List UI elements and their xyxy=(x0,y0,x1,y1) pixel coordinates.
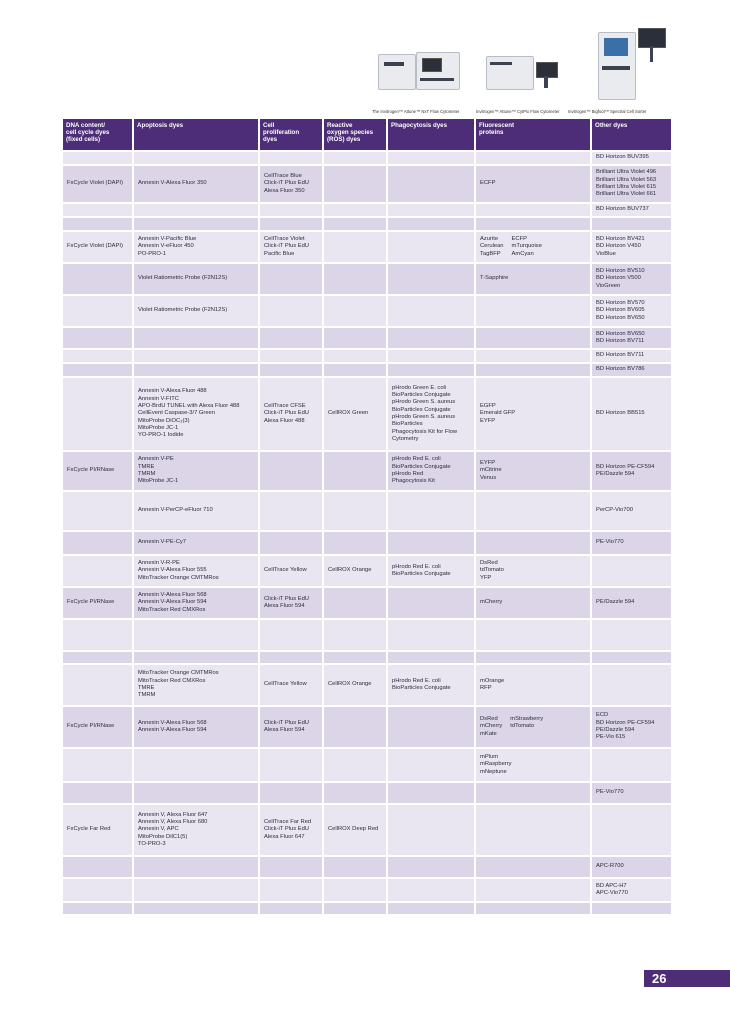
apoptosis-dye-cell xyxy=(134,783,258,803)
phagocytosis-dye-cell xyxy=(388,264,474,294)
fluorescent-protein-list: mOrange RFP xyxy=(480,677,505,691)
proliferation-dye-cell xyxy=(260,492,322,530)
table-row xyxy=(63,652,671,663)
proliferation-dye-cell: CellTrace Violet Click-iT Plus EdU Pacific Blue xyxy=(260,232,322,262)
ros-dye-cell xyxy=(324,588,386,618)
ros-dye-cell xyxy=(324,264,386,294)
table-row xyxy=(63,783,671,803)
fluorescent-protein-cell xyxy=(476,152,590,164)
attune-cytpix-caption: Invitrogen™ Attune™ CytPix Flow Cytometer xyxy=(476,109,560,114)
table-row xyxy=(63,805,671,855)
fluorescent-protein-cell xyxy=(476,588,590,618)
fluorescent-protein-cell xyxy=(476,452,590,490)
dna-content-header: DNA content/ cell cycle dyes (fixed cells) xyxy=(63,119,132,150)
ros-dye-cell: CellROX Deep Red xyxy=(324,805,386,855)
fluorescent-protein-cell xyxy=(476,620,590,650)
attune-cytpix-image xyxy=(480,34,562,106)
proliferation-dye-cell xyxy=(260,152,322,164)
phagocytosis-dye-cell xyxy=(388,218,474,230)
attune-nxt-image xyxy=(372,34,464,106)
fluorescent-protein-cell xyxy=(476,264,590,294)
proliferation-dye-cell: CellTrace CFSE Click-iT Plus EdU Alexa Fluor 488 xyxy=(260,378,322,450)
fluorescent-protein-list: mStrawberry tdTomato xyxy=(510,716,544,730)
other-dye-cell: BD Horizon BV570 BD Horizon BV605 BD Horizon BV650 xyxy=(592,296,671,326)
proliferation-dye-cell xyxy=(260,879,322,901)
other-dye-cell: BD Horizon BB515 xyxy=(592,378,671,450)
other-dye-cell: BD Horizon BUV395 xyxy=(592,152,671,164)
proliferation-dye-cell xyxy=(260,452,322,490)
other-dye-cell: ECD BD Horizon PE-CF594 PE/Dazzle 594 PE-Vio 615 xyxy=(592,707,671,747)
phagocytosis-dye-cell xyxy=(388,620,474,650)
dna-dye-cell xyxy=(63,532,132,554)
other-dye-cell: BD APC-H7 APC-Vio770 xyxy=(592,879,671,901)
proliferation-dye-cell xyxy=(260,218,322,230)
proliferation-dye-cell xyxy=(260,783,322,803)
phagocytosis-dye-cell: pHrodo Green E. coli BioParticles Conjugate pHrodo Green S. aureus BioParticles Conjugate pHrodo Green S. aureus BioParticles Phagocytosis Kit for Flow Cytometry xyxy=(388,378,474,450)
fluorescent-protein-cell xyxy=(476,749,590,781)
dna-dye-cell xyxy=(63,328,132,348)
dna-dye-cell xyxy=(63,620,132,650)
table-row xyxy=(63,707,671,747)
table-row xyxy=(63,378,671,450)
dna-dye-cell: FxCycle PI/RNase xyxy=(63,707,132,747)
fluorescent-protein-cell xyxy=(476,532,590,554)
table-row xyxy=(63,588,671,618)
ros-dye-cell xyxy=(324,783,386,803)
fluorescent-protein-list: EYFP mCitrine Venus xyxy=(480,460,502,481)
ros-dye-cell xyxy=(324,532,386,554)
fluorescent-protein-cell xyxy=(476,364,590,376)
ros-dye-cell xyxy=(324,152,386,164)
other-dye-cell xyxy=(592,556,671,586)
proliferation-dye-cell: CellTrace Blue Click-iT Plus EdU Alexa Fluor 350 xyxy=(260,166,322,202)
dna-dye-cell xyxy=(63,665,132,705)
ros-dye-cell xyxy=(324,749,386,781)
other-dye-cell xyxy=(592,903,671,914)
ros-dye-cell xyxy=(324,652,386,663)
proliferation-dye-cell xyxy=(260,204,322,216)
ros-dye-cell xyxy=(324,364,386,376)
fluorescent-protein-list: DsRed tdTomato YFP xyxy=(480,560,504,581)
apoptosis-dye-cell: Annexin V-Alexa Fluor 488 Annexin V-FITC APO-BrdU TUNEL with Alexa Fluor 488 CellEvent Caspase-3/7 Green MitoProbe DiOC₂(3) MitoProbe JC-1 YO-PRO-1 Iodide xyxy=(134,378,258,450)
fluorescent-protein-cell xyxy=(476,707,590,747)
apoptosis-dye-cell: Annexin V-Alexa Fluor 568 Annexin V-Alexa Fluor 594 xyxy=(134,707,258,747)
phagocytosis-dye-cell xyxy=(388,296,474,326)
table-row xyxy=(63,264,671,294)
apoptosis-dye-cell xyxy=(134,749,258,781)
table-header-row xyxy=(63,119,671,150)
apoptosis-dye-cell: Annexin V-PE-Cy7 xyxy=(134,532,258,554)
dna-dye-cell xyxy=(63,218,132,230)
phagocytosis-dye-cell xyxy=(388,152,474,164)
phagocytosis-dye-cell xyxy=(388,805,474,855)
table-row xyxy=(63,532,671,554)
phagocytosis-dye-cell xyxy=(388,652,474,663)
fluorescent-protein-cell xyxy=(476,805,590,855)
fluorescent-protein-cell xyxy=(476,903,590,914)
ros-dye-cell: CellROX Green xyxy=(324,378,386,450)
ros-dye-cell xyxy=(324,620,386,650)
apoptosis-dye-cell: Violet Ratiometric Probe (F2N12S) xyxy=(134,264,258,294)
other-dye-cell: BD Horizon PE-CF594 PE/Dazzle 594 xyxy=(592,452,671,490)
phagocytosis-dye-cell xyxy=(388,783,474,803)
phagocytosis-dye-cell xyxy=(388,749,474,781)
fluorescent-protein-cell xyxy=(476,350,590,362)
phagocytosis-dye-cell xyxy=(388,204,474,216)
proliferation-dye-cell xyxy=(260,749,322,781)
table-row xyxy=(63,857,671,877)
apoptosis-dye-cell: Annexin V-Pacific Blue Annexin V-eFluor 450 PO-PRO-1 xyxy=(134,232,258,262)
dna-dye-cell xyxy=(63,879,132,901)
other-dye-cell xyxy=(592,652,671,663)
apoptosis-dye-cell xyxy=(134,204,258,216)
fluorescent-protein-cell xyxy=(476,218,590,230)
dna-dye-cell xyxy=(63,204,132,216)
proliferation-dye-cell xyxy=(260,364,322,376)
fluorescent-protein-cell xyxy=(476,204,590,216)
fluorescent-protein-list: EGFP Emerald GFP EYFP xyxy=(480,403,516,424)
phagocytosis-dye-cell xyxy=(388,857,474,877)
fluorescent-protein-cell xyxy=(476,857,590,877)
ros-dye-cell xyxy=(324,350,386,362)
ros-dye-cell xyxy=(324,452,386,490)
other-dye-cell: BD Horizon BUV737 xyxy=(592,204,671,216)
fluorescent-protein-cell xyxy=(476,378,590,450)
apoptosis-dye-cell: Annexin V, Alexa Fluor 647 Annexin V, Alexa Fluor 680 Annexin V, APC MitoProbe DilC1(5) TO-PRO-3 xyxy=(134,805,258,855)
other-dye-cell xyxy=(592,805,671,855)
ros-dye-cell xyxy=(324,204,386,216)
proliferation-dye-cell xyxy=(260,857,322,877)
apoptosis-dye-cell xyxy=(134,350,258,362)
page-number: 26 xyxy=(644,970,730,987)
apoptosis-dye-cell xyxy=(134,364,258,376)
apoptosis-dye-cell xyxy=(134,328,258,348)
dna-dye-cell: FxCycle Far Red xyxy=(63,805,132,855)
fluorescent-protein-list: mCherry xyxy=(480,599,503,606)
ros-dye-cell xyxy=(324,296,386,326)
phagocytosis-header: Phagocytosis dyes xyxy=(388,119,474,150)
ros-dye-cell xyxy=(324,232,386,262)
fluorescent-protein-cell xyxy=(476,665,590,705)
other-dye-cell: BD Horizon BV711 xyxy=(592,350,671,362)
phagocytosis-dye-cell: pHrodo Red E. coli BioParticles Conjugate pHrodo Red Phagocytosis Kit xyxy=(388,452,474,490)
apoptosis-dye-cell xyxy=(134,152,258,164)
proliferation-dye-cell: CellTrace Far Red Click-iT Plus EdU Alexa Fluor 647 xyxy=(260,805,322,855)
bigfoot-image xyxy=(588,26,670,106)
bigfoot-caption: Invitrogen™ Bigfoot™ Spectral Cell Sorter xyxy=(568,109,647,114)
fluorescent-protein-cell xyxy=(476,166,590,202)
phagocytosis-dye-cell: pHrodo Red E. coli BioParticles Conjugate xyxy=(388,556,474,586)
table-row xyxy=(63,879,671,901)
phagocytosis-dye-cell xyxy=(388,492,474,530)
table-row xyxy=(63,296,671,326)
proliferation-dye-cell xyxy=(260,903,322,914)
apoptosis-dye-cell xyxy=(134,903,258,914)
dna-dye-cell: FxCycle PI/RNase xyxy=(63,588,132,618)
proliferation-dye-cell: CellTrace Yellow xyxy=(260,665,322,705)
table-row xyxy=(63,364,671,376)
fluorescent-protein-cell xyxy=(476,328,590,348)
apoptosis-dye-cell: Annexin V-PerCP-eFluor 710 xyxy=(134,492,258,530)
ros-dye-cell xyxy=(324,218,386,230)
table-row xyxy=(63,749,671,781)
apoptosis-dye-cell: MitoTracker Orange CMTMRos MitoTracker Red CMXRos TMRE TMRM xyxy=(134,665,258,705)
apoptosis-dye-cell xyxy=(134,218,258,230)
dye-selection-table xyxy=(61,117,673,916)
table-body xyxy=(63,152,671,914)
instrument-images xyxy=(372,34,672,114)
ros-dye-cell: CellROX Orange xyxy=(324,665,386,705)
proliferation-dye-cell xyxy=(260,328,322,348)
ros-dye-cell xyxy=(324,903,386,914)
table-row xyxy=(63,665,671,705)
ros-dye-cell xyxy=(324,707,386,747)
proliferation-dye-cell xyxy=(260,264,322,294)
phagocytosis-dye-cell xyxy=(388,328,474,348)
dna-dye-cell xyxy=(63,378,132,450)
fluorescent-protein-cell xyxy=(476,232,590,262)
proliferation-dye-cell xyxy=(260,350,322,362)
apoptosis-dye-cell xyxy=(134,879,258,901)
phagocytosis-dye-cell xyxy=(388,350,474,362)
ros-dye-cell xyxy=(324,328,386,348)
dna-dye-cell xyxy=(63,296,132,326)
fluorescent-protein-cell xyxy=(476,296,590,326)
table-row xyxy=(63,556,671,586)
dna-dye-cell xyxy=(63,152,132,164)
fluorescent-protein-list: DsRed mCherry mKate xyxy=(480,716,503,737)
table-row xyxy=(63,350,671,362)
other-dye-cell: BD Horizon BV421 BD Horizon V450 VioBlue xyxy=(592,232,671,262)
dna-dye-cell xyxy=(63,364,132,376)
ros-dye-cell xyxy=(324,857,386,877)
dna-dye-cell xyxy=(63,652,132,663)
other-dye-cell: APC-R700 xyxy=(592,857,671,877)
phagocytosis-dye-cell xyxy=(388,903,474,914)
proliferation-dye-cell: Click-iT Plus EdU Alexa Fluor 594 xyxy=(260,707,322,747)
cell-proliferation-header: Cell proliferation dyes xyxy=(260,119,322,150)
proliferation-dye-cell xyxy=(260,652,322,663)
apoptosis-dye-cell: Annexin V-Alexa Fluor 568 Annexin V-Alexa Fluor 594 MitoTracker Red CMXRos xyxy=(134,588,258,618)
other-dye-cell: Brilliant Ultra Violet 496 Brilliant Ultra Violet 563 Brilliant Ultra Violet 615 Brilliant Ultra Violet 661 xyxy=(592,166,671,202)
apoptosis-dye-cell xyxy=(134,857,258,877)
phagocytosis-dye-cell xyxy=(388,166,474,202)
fluorescent-protein-list: ECFP mTurquoise AmCyan xyxy=(511,236,542,257)
phagocytosis-dye-cell xyxy=(388,879,474,901)
dna-dye-cell: FxCycle PI/RNase xyxy=(63,452,132,490)
table-row xyxy=(63,328,671,348)
apoptosis-dye-cell: Annexin V-Alexa Fluor 350 xyxy=(134,166,258,202)
dna-dye-cell xyxy=(63,492,132,530)
phagocytosis-dye-cell xyxy=(388,364,474,376)
dna-dye-cell xyxy=(63,903,132,914)
fluorescent-protein-cell xyxy=(476,783,590,803)
fluorescent-protein-list: ECFP xyxy=(480,180,496,187)
fluorescent-proteins-header: Fluorescent proteins xyxy=(476,119,590,150)
table-row xyxy=(63,218,671,230)
table-row xyxy=(63,204,671,216)
table-row xyxy=(63,903,671,914)
ros-dye-cell xyxy=(324,879,386,901)
apoptosis-dye-cell xyxy=(134,652,258,663)
fluorescent-protein-list: T-Sapphire xyxy=(480,275,509,282)
phagocytosis-dye-cell xyxy=(388,232,474,262)
phagocytosis-dye-cell xyxy=(388,532,474,554)
ros-dye-cell: CellROX Orange xyxy=(324,556,386,586)
ros-header: Reactive oxygen species (ROS) dyes xyxy=(324,119,386,150)
table-row xyxy=(63,452,671,490)
other-dye-cell xyxy=(592,620,671,650)
other-dye-cell xyxy=(592,749,671,781)
other-dye-cell: BD Horizon BV650 BD Horizon BV711 xyxy=(592,328,671,348)
apoptosis-dye-cell: Violet Ratiometric Probe (F2N12S) xyxy=(134,296,258,326)
dna-dye-cell xyxy=(63,857,132,877)
fluorescent-protein-cell xyxy=(476,652,590,663)
dna-dye-cell xyxy=(63,350,132,362)
dna-dye-cell xyxy=(63,264,132,294)
apoptosis-dye-cell xyxy=(134,620,258,650)
other-dye-cell: PerCP-Vio700 xyxy=(592,492,671,530)
other-dye-cell: PE/Dazzle 594 xyxy=(592,588,671,618)
other-dye-cell: PE-Vio770 xyxy=(592,532,671,554)
other-dye-cell: BD Horizon BV510 BD Horizon V500 VioGreen xyxy=(592,264,671,294)
other-dyes-header: Other dyes xyxy=(592,119,671,150)
fluorescent-protein-cell xyxy=(476,879,590,901)
proliferation-dye-cell: Click-iT Plus EdU Alexa Fluor 594 xyxy=(260,588,322,618)
dna-dye-cell xyxy=(63,556,132,586)
proliferation-dye-cell xyxy=(260,620,322,650)
dna-dye-cell xyxy=(63,783,132,803)
table-row xyxy=(63,232,671,262)
table-row xyxy=(63,166,671,202)
other-dye-cell xyxy=(592,665,671,705)
other-dye-cell xyxy=(592,218,671,230)
attune-nxt-caption: The Invitrogen™ Attune™ NxT Flow Cytometer xyxy=(372,109,460,114)
proliferation-dye-cell: CellTrace Yellow xyxy=(260,556,322,586)
ros-dye-cell xyxy=(324,492,386,530)
table-row xyxy=(63,620,671,650)
fluorescent-protein-cell xyxy=(476,492,590,530)
dna-dye-cell xyxy=(63,749,132,781)
other-dye-cell: BD Horizon BV786 xyxy=(592,364,671,376)
phagocytosis-dye-cell xyxy=(388,588,474,618)
table-row xyxy=(63,152,671,164)
table-row xyxy=(63,492,671,530)
apoptosis-dye-cell: Annexin V-R-PE Annexin V-Alexa Fluor 555 MitoTracker Orange CMTMRos xyxy=(134,556,258,586)
proliferation-dye-cell xyxy=(260,532,322,554)
phagocytosis-dye-cell: pHrodo Red E. coli BioParticles Conjugate xyxy=(388,665,474,705)
fluorescent-protein-list: Azurite Cerulean TagBFP xyxy=(480,236,504,257)
fluorescent-protein-list: mPlum mRaspberry mNeptune xyxy=(480,754,512,775)
phagocytosis-dye-cell xyxy=(388,707,474,747)
other-dye-cell: PE-Vio770 xyxy=(592,783,671,803)
apoptosis-header: Apoptosis dyes xyxy=(134,119,258,150)
ros-dye-cell xyxy=(324,166,386,202)
fluorescent-protein-cell xyxy=(476,556,590,586)
apoptosis-dye-cell: Annexin V-PE TMRE TMRM MitoProbe JC-1 xyxy=(134,452,258,490)
proliferation-dye-cell xyxy=(260,296,322,326)
dna-dye-cell: FxCycle Violet (DAPI) xyxy=(63,166,132,202)
dna-dye-cell: FxCycle Violet (DAPI) xyxy=(63,232,132,262)
